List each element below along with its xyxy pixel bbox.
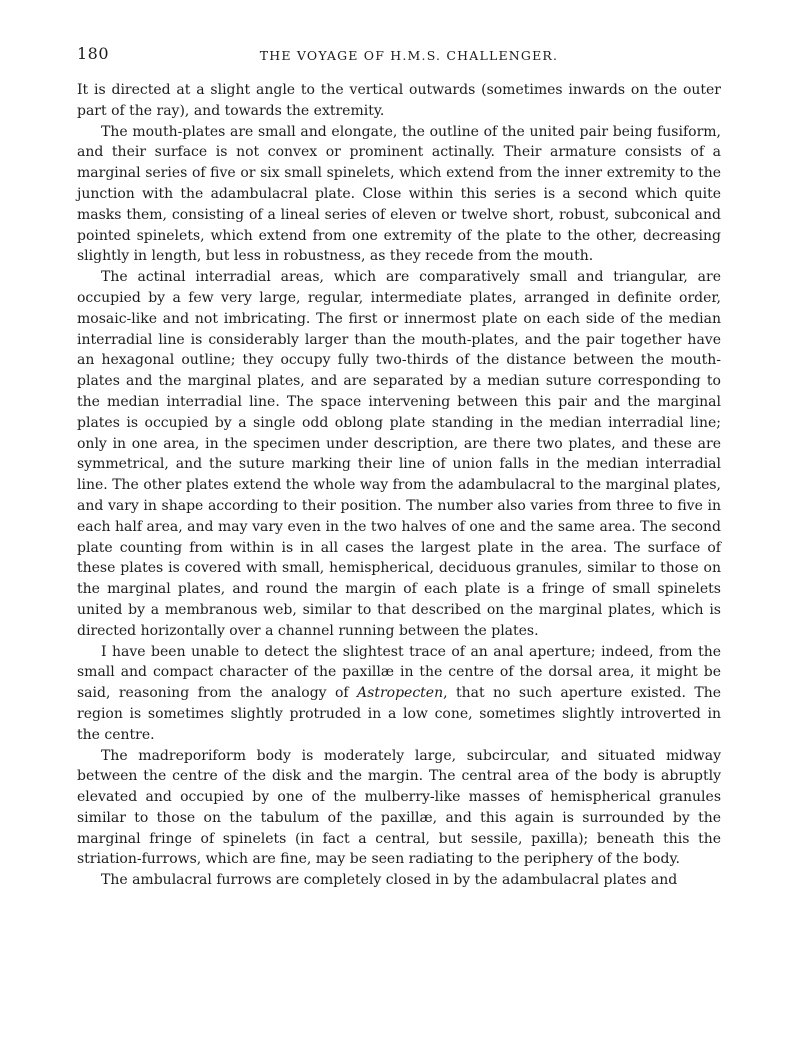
paragraph-anal-aperture — [77, 642, 721, 746]
body-text — [77, 80, 721, 891]
page — [77, 40, 721, 891]
running-header — [77, 40, 721, 66]
paragraph-ray-direction: It is directed at a slight angle to the vertical outwards (sometimes inwards on the outer part of the ray), and towards the extremity. — [77, 82, 721, 119]
genus-name-astropecten: Astropecten — [357, 685, 444, 702]
running-title: THE VOYAGE OF H.M.S. CHALLENGER. — [259, 48, 559, 63]
paragraph-interradial-areas: The actinal interradial areas, which are comparatively small and triangular, are occupied by a few very large, regular, intermediate plates, arranged in definite order, mosaic-like and not imbricating. The first or innermost plate on each side of the median interradial line is considerably larger than the mouth-plates, and the pair together have an hexagonal outline; they occupy fully two-thirds of the distance between the mouth-plates and the marginal plates, and are separated by a median suture corresponding to the median interradial line. The space intervening between this pair and the marginal plates is occupied by a single odd oblong plate standing in the median interradial line; only in one area, in the specimen under description, are there two plates, and these are symmetrical, and the suture marking their line of union falls in the median interradial line. The other plates extend the whole way from the adambulacral to the marginal plates, and vary in shape according to their position. The number also varies from three to five in each half area, and may vary even in the two halves of one and the same area. The second plate counting from within is in all cases the largest plate in the area. The surface of these plates is covered with small, hemispherical, deciduous granules, similar to those on the marginal plates, and round the margin of each plate is a fringe of small spinelets united by a membranous web, similar to that described on the marginal plates, which is directed horizontally over a channel running between the plates. — [77, 269, 721, 639]
anal-aperture-text-start: I have been unable to detect the slightest trace of an anal aperture; indeed, from the small and compact character of the paxillæ in the centre of the dorsal area, it might be said, reasoning from the analogy of — [77, 643, 721, 702]
paragraph-madreporiform-body: The madreporiform body is moderately large, subcircular, and situated midway between the centre of the disk and the margin. The central area of the body is abruptly elevated and occupied by one of the mulberry-like masses of hemispherical granules similar to those on the tabulum of the paxillæ, and this again is surrounded by the marginal fringe of spinelets (in fact a central, but sessile, paxilla); beneath this the striation-furrows, which are fine, may be seen radiating to the periphery of the body. — [77, 747, 721, 868]
anal-aperture-text-end: , that no such aperture existed. The region is sometimes slightly protruded in a low cone, sometimes slightly introverted in the centre. — [77, 685, 721, 743]
paragraph-mouth-plates: The mouth-plates are small and elongate, the outline of the united pair being fusiform, and their surface is not convex or prominent actinally. Their armature consists of a marginal series of five or six small spinelets, which extend from the inner extremity to the junction with the adambulacral plate. Close within this series is a second which quite masks them, consisting of a lineal series of eleven or twelve short, robust, subconical and pointed spinelets, which extend from one extremity of the plate to the other, decreasing slightly in length, but less in robustness, as they recede from the mouth. — [77, 123, 721, 265]
page-number: 180 — [77, 44, 110, 63]
paragraph-ambulacral-furrows: The ambulacral furrows are completely closed in by the adambulacral plates and — [101, 872, 678, 889]
